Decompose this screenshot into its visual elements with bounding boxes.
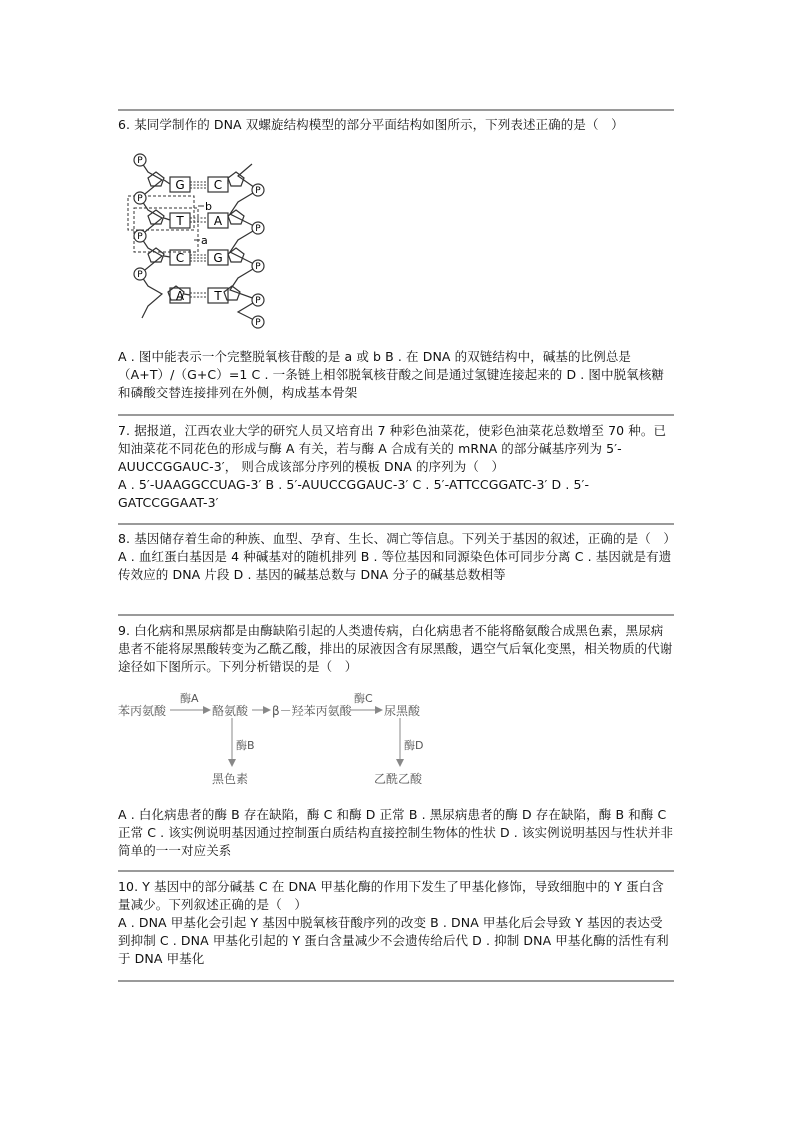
question-6-stem [118,116,674,134]
divider [118,614,674,616]
phosphate-label: P [137,232,143,242]
phosphate-label: P [137,194,143,204]
dna-structure-figure [120,150,280,335]
divider [118,980,674,982]
question-7 [118,422,674,512]
pathway-homogentisic: 尿黑酸 [384,704,421,718]
enzyme-b-label: 酶B [236,739,255,752]
phosphate-label: P [255,224,261,234]
question-9-options-text: A . 白化病患者的酶 B 存在缺陷，酶 C 和酶 D 正常 B . 黑尿病患者的酶 D 存在缺陷，酶 B 和酶 C 正常 C . 该实例说明基因通过控制蛋白质结构直接控制生物体的性状 D . 该实例说明基因与性状并非简单的一一对应关系 [118,807,674,858]
enzyme-d-label: 酶D [404,739,424,752]
question-9 [118,622,674,676]
base-c: C [213,178,223,192]
divider [118,109,674,111]
divider [118,523,674,525]
phosphate-label: P [255,262,261,272]
question-9-options [118,806,674,860]
enzyme-a-label: 酶A [180,692,199,705]
phosphate-label: P [255,296,261,306]
divider [118,414,674,416]
phosphate-label: P [255,186,261,196]
base-g: G [175,178,185,192]
question-10-text: 10. Y 基因中的部分碱基 C 在 DNA 甲基化酶的作用下发生了甲基化修饰，导致细胞中的 Y 蛋白含量减少。下列叙述正确的是（ ） [118,879,664,912]
question-7-options-text: A . 5′-UAAGGCCUAG-3′ B . 5′-AUUCCGGAUC-3′ C . 5′-ATTCCGGATC-3′ D . 5′-GATCCGGAAT-3′ [118,477,590,510]
pathway-hydroxyphenyl: β－羟苯丙氨酸 [272,704,352,718]
question-9-text: 9. 白化病和黑尿病都是由酶缺陷引起的人类遗传病，白化病患者不能将酪氨酸合成黑色素，黑尿病患者不能将尿黑酸转变为乙酰乙酸，排出的尿液因含有尿黑酸，遇空气后氧化变黑，相关物质的代谢途径如下图所示。下列分析错误的是（ ） [118,623,673,674]
phosphate-label: P [255,318,261,328]
base-g: G [213,251,223,265]
question-10-options-text: A . DNA 甲基化会引起 Y 基因中脱氧核苷酸序列的改变 B . DNA 甲基化后会导致 Y 基因的表达受到抑制 C . DNA 甲基化引起的 Y 蛋白含量减少不会遗传给后代 D . 抑制 DNA 甲基化酶的活性有利于 DNA 甲基化 [118,915,669,966]
question-6-options-text: A . 图中能表示一个完整脱氧核苷酸的是 a 或 b B . 在 DNA 的双链结构中，碱基的比例总是（A+T）/（G+C）=1 C . 一条链上相邻脱氧核苷酸之间是通过氢键连接起来的 D . 图中脱氧核糖和磷酸交替连接排列在外侧，构成基本骨架 [118,349,665,400]
metabolic-pathway-figure [118,688,438,793]
base-a: A [175,289,185,303]
pathway-phenylalanine: 苯丙氨酸 [118,704,167,718]
pathway-melanin: 黑色素 [212,772,249,786]
figure-label-b: b [205,200,212,213]
question-6-text: 6. 某同学制作的 DNA 双螺旋结构模型的部分平面结构如图所示，下列表述正确的是（ ） [118,117,624,132]
question-6-options [118,348,674,402]
figure-label-a: a [201,234,208,247]
question-8-text: 8. 基因储存着生命的种族、血型、孕育、生长、凋亡等信息。下列关于基因的叙述，正确的是（ ） [118,531,677,546]
phosphate-label: P [137,270,143,280]
base-t: T [176,214,184,228]
pathway-acetoacetate: 乙酰乙酸 [374,772,423,786]
base-c: C [175,251,185,265]
phosphate-label: P [137,156,143,166]
enzyme-c-label: 酶C [354,692,373,705]
question-8-options-text: A . 血红蛋白基因是 4 种碱基对的随机排列 B . 等位基因和同源染色体可同步分离 C . 基因就是有遗传效应的 DNA 片段 D . 基因的碱基总数与 DNA 分子的碱基总数相等 [118,549,672,582]
question-7-text: 7. 据报道，江西农业大学的研究人员又培育出 7 种彩色油菜花，使彩色油菜花总数增至 70 种。已知油菜花不同花色的形成与酶 A 有关，若与酶 A 合成有关的 mRNA 的部分碱基序列为 5′-AUUCCGGAUC-3′， 则合成该部分序列的模板 DNA 的序列为（ ） [118,423,667,474]
question-10 [118,878,674,968]
base-a: A [213,214,223,228]
divider [118,870,674,872]
question-8 [118,530,677,584]
base-t: T [214,289,222,303]
pathway-tyrosine: 酪氨酸 [212,704,249,718]
